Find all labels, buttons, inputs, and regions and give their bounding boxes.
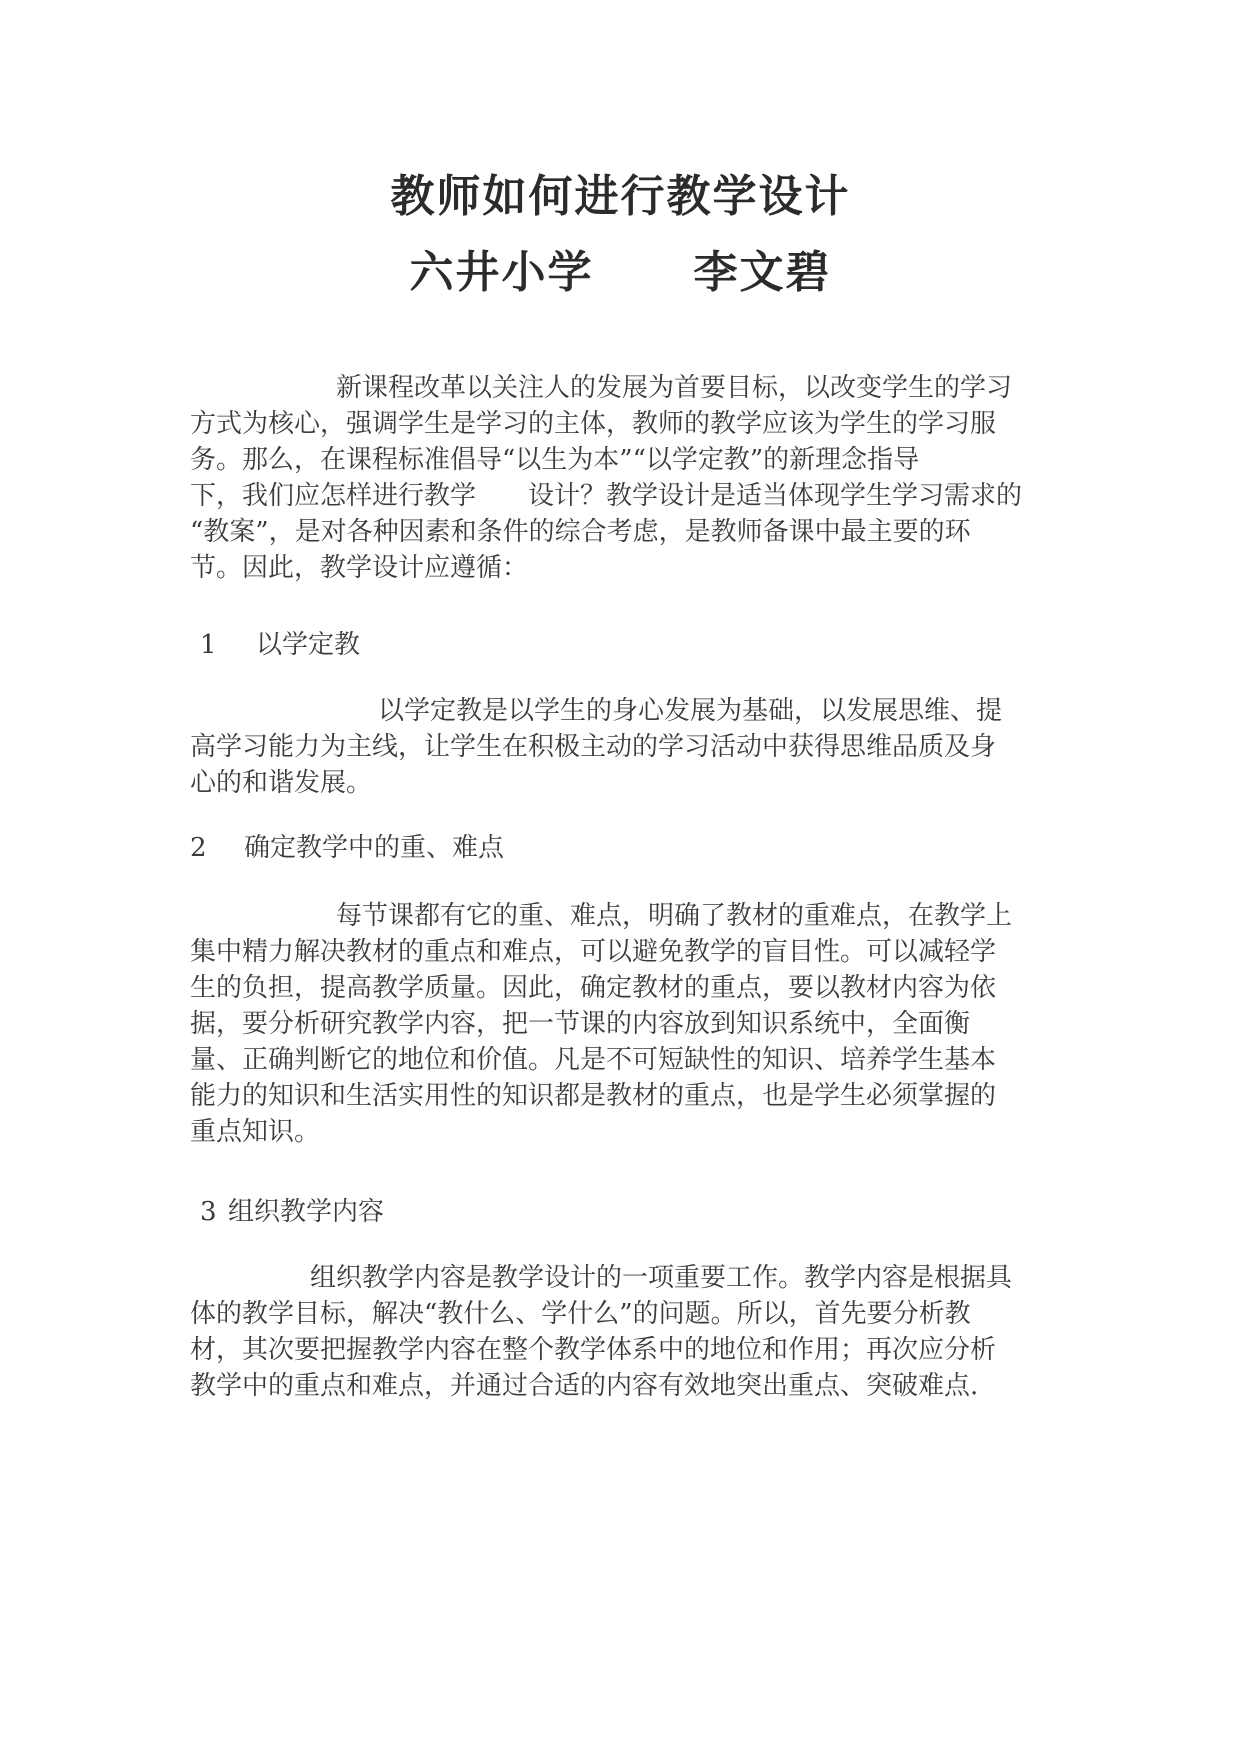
section-number: 1 [200, 630, 217, 660]
intro-paragraph [190, 370, 1050, 586]
section-title: 以学定教 [256, 630, 361, 660]
paragraph-line: 生的负担，提高教学质量。因此，确定教材的重点，要以教材内容为依 [190, 973, 997, 1003]
paragraph-line: 节。因此，教学设计应遵循： [190, 553, 529, 583]
paragraph-line: 每节课都有它的重、难点，明确了教材的重难点，在教学上 [336, 901, 1013, 931]
paragraph-line: 量、正确判断它的地位和价值。凡是不可短缺性的知识、培养学生基本 [190, 1045, 997, 1075]
section-heading-3 [200, 1194, 384, 1230]
section-heading-2 [190, 830, 504, 866]
section-title: 组织教学内容 [228, 1197, 385, 1227]
section-paragraph-1 [190, 693, 1050, 801]
paragraph-line: 能力的知识和生活实用性的知识都是教材的重点，也是学生必须掌握的 [190, 1081, 997, 1111]
section-heading-1 [200, 627, 360, 663]
paragraph-line: 方式为核心，强调学生是学习的主体，教师的教学应该为学生的学习服 [190, 409, 997, 439]
paragraph-line: 重点知识。 [190, 1117, 321, 1147]
paragraph-line: 新课程改革以关注人的发展为首要目标，以改变学生的学习 [336, 373, 1013, 403]
paragraph-line: 下，我们应怎样进行教学 设计？教学设计是适当体现学生学习需求的 [190, 481, 1023, 511]
paragraph-line: 以学定教是以学生的身心发展为基础，以发展思维、提 [378, 696, 1003, 726]
paragraph-line: 心的和谐发展。 [190, 768, 373, 798]
paragraph-line: 集中精力解决教材的重点和难点，可以避免教学的盲目性。可以减轻学 [190, 937, 997, 967]
paragraph-line: “教案”，是对各种因素和条件的综合考虑，是教师备课中最主要的环 [190, 517, 971, 547]
section-paragraph-2 [190, 898, 1050, 1150]
section-paragraph-3 [190, 1260, 1050, 1404]
paragraph-line: 务。那么，在课程标准倡导“以生为本”“以学定教”的新理念指导 [190, 445, 920, 475]
paragraph-line: 材，其次要把握教学内容在整个教学体系中的地位和作用；再次应分析 [190, 1335, 997, 1365]
section-number: 2 [190, 833, 207, 863]
paragraph-line: 据，要分析研究教学内容，把一节课的内容放到知识系统中，全面衡 [190, 1009, 971, 1039]
section-title: 确定教学中的重、难点 [244, 833, 505, 863]
section-number: 3 [200, 1197, 217, 1227]
author-name: 李文碧 [693, 247, 832, 298]
paragraph-line: 高学习能力为主线，让学生在积极主动的学习活动中获得思维品质及身 [190, 732, 997, 762]
author-line [0, 236, 1241, 300]
school-name: 六井小学 [409, 247, 594, 298]
paragraph-line: 教学中的重点和难点，并通过合适的内容有效地突出重点、突破难点. [190, 1371, 979, 1401]
paragraph-line: 组织教学内容是教学设计的一项重要工作。教学内容是根据具 [310, 1263, 1013, 1293]
document-title: 教师如何进行教学设计 [390, 171, 851, 222]
paragraph-line: 体的教学目标，解决“教什么、学什么”的问题。所以，首先要分析教 [190, 1299, 971, 1329]
